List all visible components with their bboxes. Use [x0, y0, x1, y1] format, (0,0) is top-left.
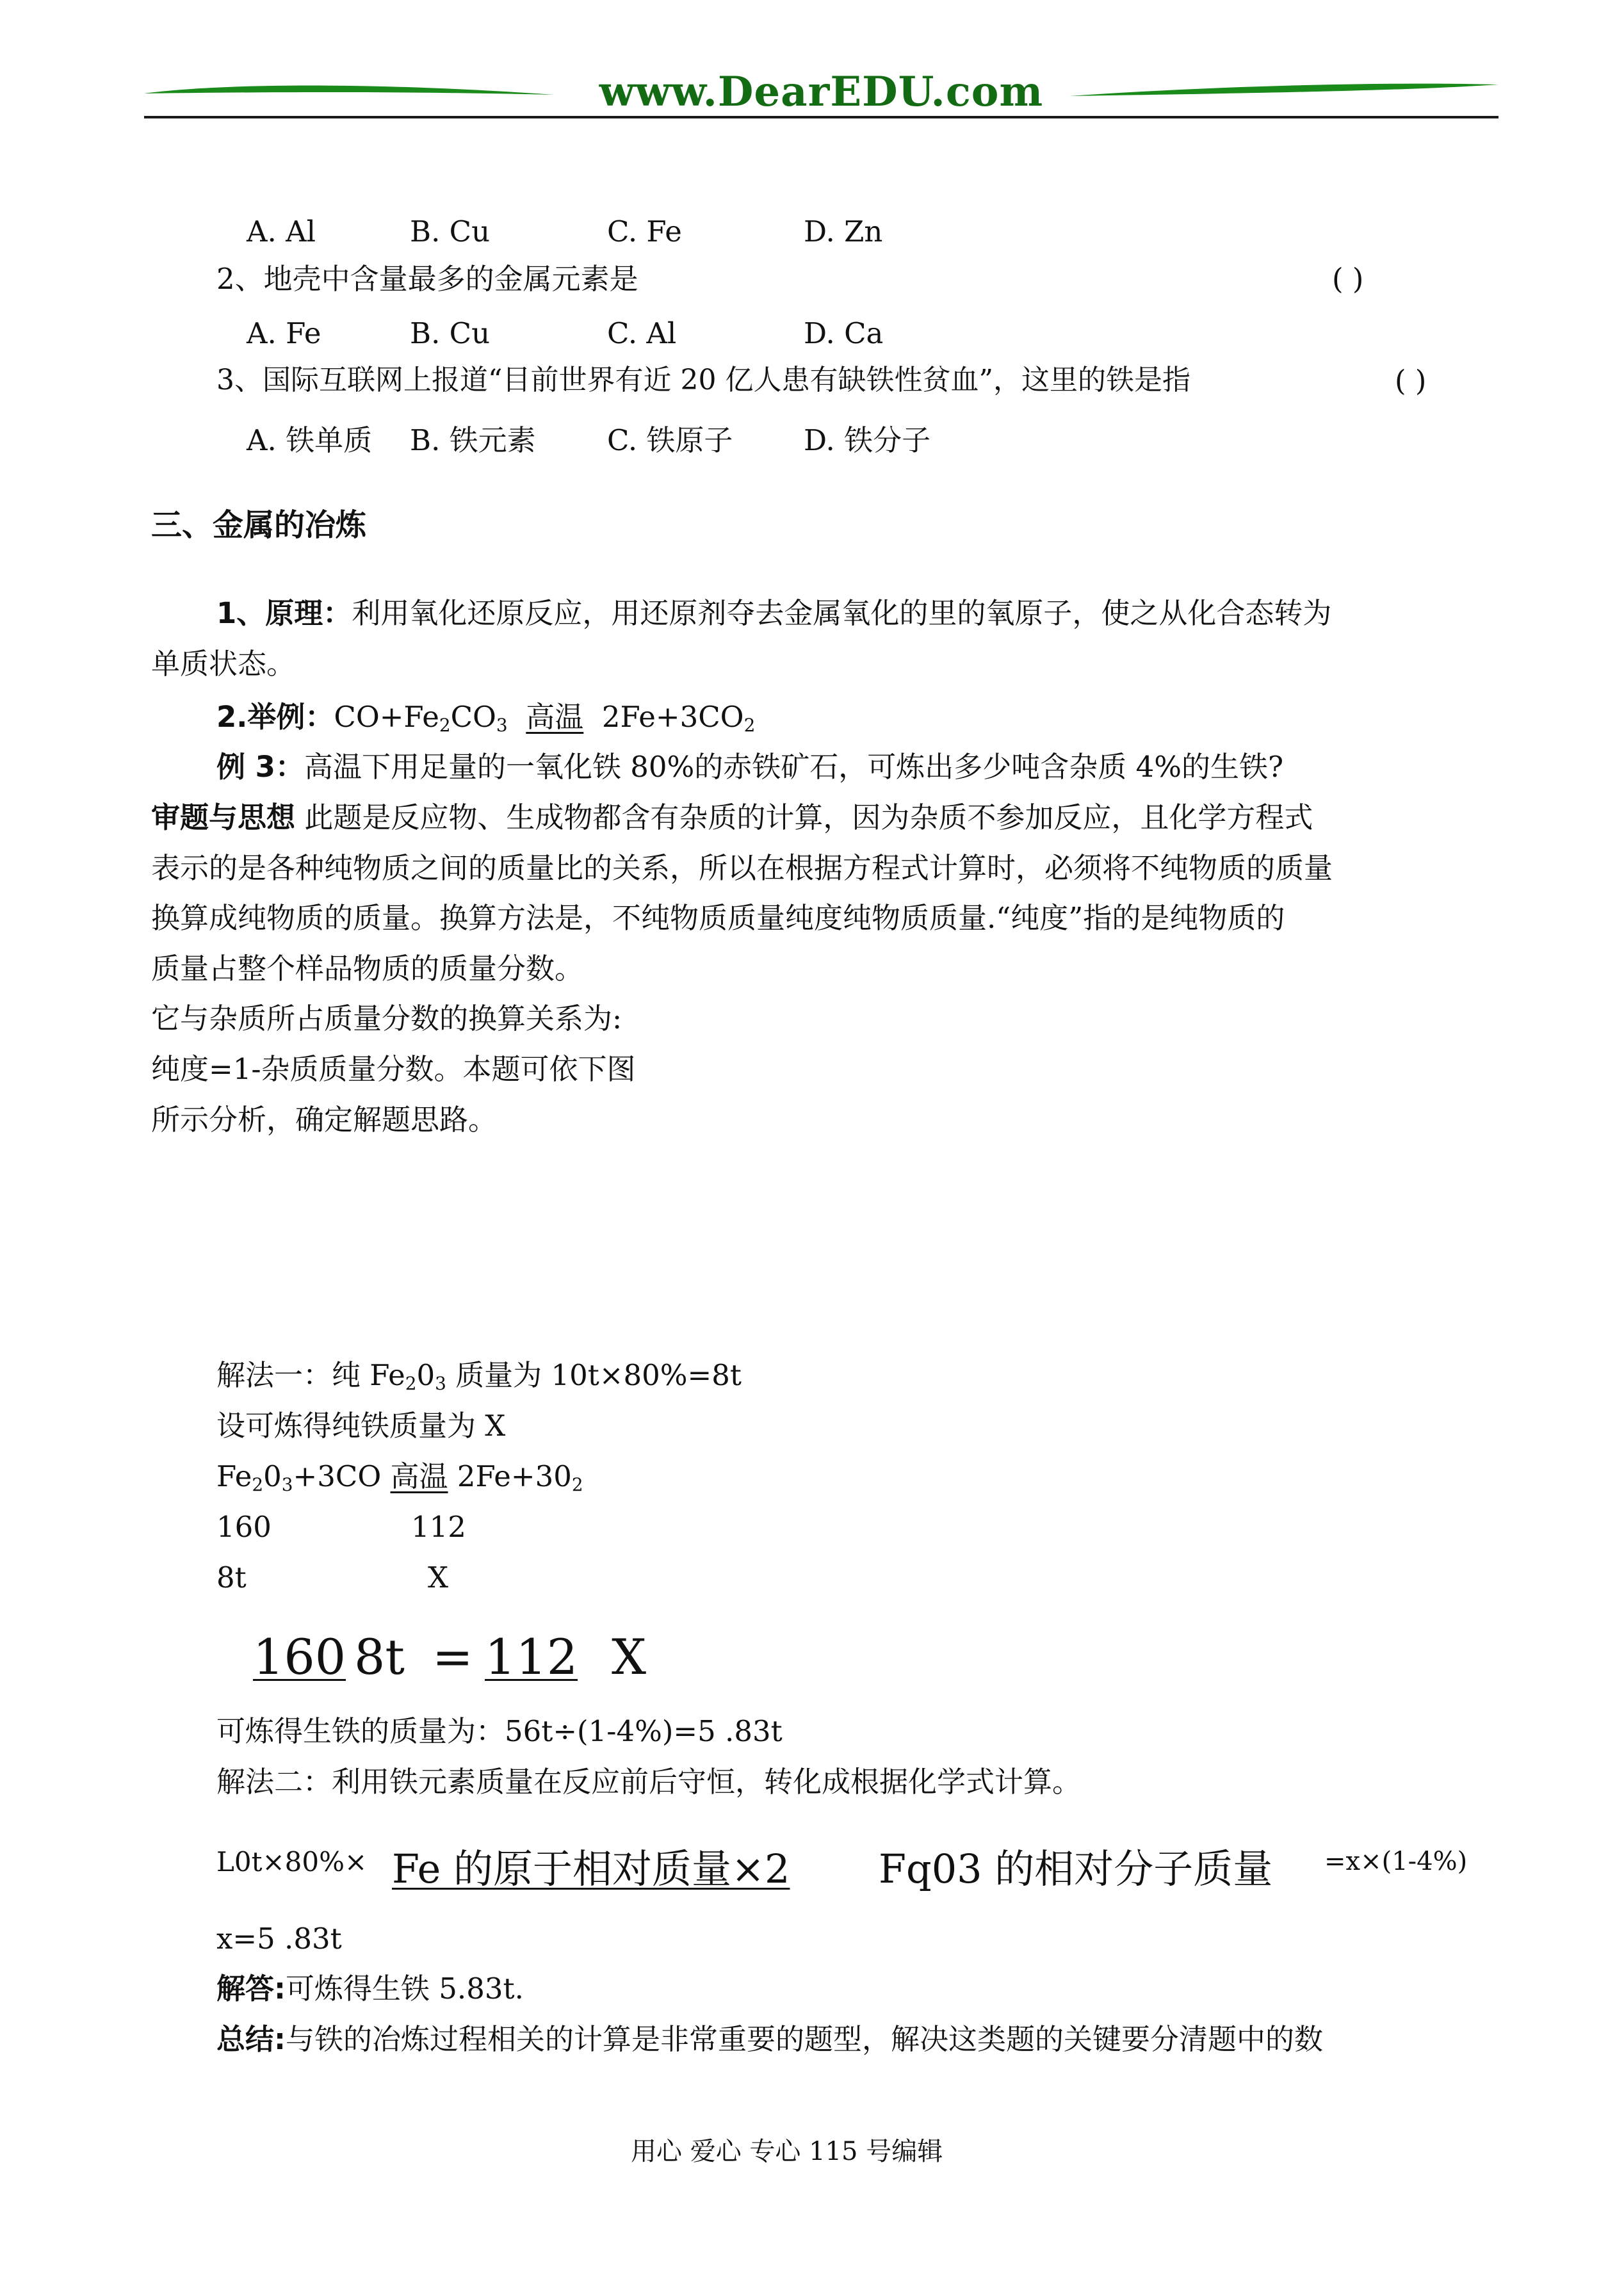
principle-text: 利用氧化还原反应，用还原剂夺去金属氧化的里的氧原子，使之从化合态转为 — [352, 596, 1332, 630]
analysis-line-6: 纯度=1-杂质质量分数。本题可依下图 — [151, 1052, 636, 1086]
example-3-line — [216, 750, 1284, 784]
q3-option-c: C. 铁原子 — [607, 423, 733, 457]
site-logo-text: www.DearEDU.com — [599, 68, 1044, 116]
q3-stem: 3、国际互联网上报道“目前世界有近 20 亿人患有缺铁性贫血”，这里的铁是指 — [216, 364, 1190, 396]
solution-2-line: 解法二：利用铁元素质量在反应前后守恒，转化成根据化学式计算。 — [216, 1765, 1082, 1799]
q1-option-c: C. Fe — [607, 215, 682, 248]
answer-label: 解答: — [216, 1972, 286, 2006]
solution-2-prefix: L0t×80%× — [216, 1846, 368, 1877]
q3-option-d: D. 铁分子 — [804, 423, 931, 457]
solution-1-assume: 设可炼得纯铁质量为 X — [216, 1409, 506, 1443]
example-label: 2.举例： — [216, 700, 334, 734]
solution-2-numerator: Fe 的原于相对质量×2 — [392, 1845, 790, 1892]
mass-row-b-left: 8t — [216, 1561, 247, 1594]
analysis-line-3: 换算成纯物质的质量。换算方法是，不纯物质质量纯度纯物质质量.“纯度”指的是纯物质的 — [151, 901, 1285, 935]
q2-answer-bracket: ( ) — [1332, 262, 1364, 296]
x-result: x=5 .83t — [216, 1922, 342, 1956]
analysis-line-4: 质量占整个样品物质的质量分数。 — [151, 952, 584, 985]
q3-option-b: B. 铁元素 — [410, 423, 536, 457]
example-formula: $CO+Fe_2CO_3$ 高温 $2Fe+3CO_2$ — [334, 700, 756, 736]
q3-option-a: A. 铁单质 — [247, 423, 373, 457]
solution-2-denominator: Fq03 的相对分子质量 — [879, 1845, 1273, 1892]
ratio-d2: X — [612, 1628, 647, 1685]
header-banner — [144, 64, 1498, 122]
q2-option-b: B. Cu — [410, 316, 491, 350]
ratio-n1: 160 — [253, 1628, 346, 1685]
mass-row-b-right: X — [428, 1561, 449, 1594]
q2-option-d: D. Ca — [804, 316, 884, 350]
q1-option-d: D. Zn — [804, 215, 883, 248]
example-line — [216, 700, 756, 736]
section-heading: 三、金属的冶炼 — [151, 507, 367, 543]
mass-row-a-right: 112 — [411, 1510, 466, 1544]
answer-line: 解答:可炼得生铁 5.83t. — [216, 1972, 524, 2006]
reaction-condition-2: 高温 — [390, 1459, 448, 1493]
principle-line-2: 单质状态。 — [151, 647, 296, 681]
q1-option-a: A. Al — [247, 215, 316, 248]
principle-label: 1、原理： — [216, 596, 352, 630]
example-3-text: 高温下用足量的一氧化铁 80%的赤铁矿石，可炼出多少吨含杂质 4%的生铁? — [304, 750, 1284, 784]
ratio-equals: = — [432, 1628, 473, 1685]
q3-answer-bracket: ( ) — [1395, 364, 1427, 398]
q2-option-a: A. Fe — [247, 316, 321, 350]
summary-line: 总结:与铁的冶炼过程相关的计算是非常重要的题型，解决这类题的关键要分清题中的数 — [216, 2022, 1324, 2056]
summary-label: 总结: — [216, 2022, 286, 2056]
solution-1-equation: $Fe_20_3+3CO$ 高温 $2Fe+30_2$ — [216, 1459, 583, 1495]
analysis-line-1: 审题与思想 此题是反应物、生成物都含有杂质的计算，因为杂质不参加反应，且化学方程式 — [151, 800, 1313, 834]
analysis-line-5: 它与杂质所占质量分数的换算关系为: — [151, 1002, 622, 1035]
q2-option-c: C. Al — [607, 316, 677, 350]
page-footer: 用心 爱心 专心 115 号编辑 — [631, 2137, 943, 2166]
ratio-n2: 112 — [485, 1628, 578, 1685]
q2-stem: 2、地壳中含量最多的金属元素是 — [216, 262, 638, 296]
principle-line-1 — [216, 596, 1332, 630]
pig-iron-result: 可炼得生铁的质量为：56t÷(1-4%)=5 .83t — [216, 1714, 783, 1748]
solution-1-line: 解法一：纯 $Fe_20_3$ 质量为 10t×80%=8t — [216, 1358, 742, 1394]
reaction-condition: 高温 — [526, 700, 584, 734]
example-3-label: 例 3： — [216, 750, 304, 784]
analysis-label: 审题与思想 — [151, 800, 296, 834]
analysis-line-2: 表示的是各种纯物质之间的质量比的关系，所以在根据方程式计算时，必须将不纯物质的质量 — [151, 851, 1333, 885]
mass-row-a-left: 160 — [216, 1510, 272, 1544]
ratio-d1: 8t — [354, 1628, 405, 1685]
header-rule — [144, 116, 1498, 118]
analysis-line-7: 所示分析，确定解题思路。 — [151, 1103, 498, 1137]
solution-2-suffix: =x×(1-4%) — [1324, 1847, 1468, 1876]
q1-option-b: B. Cu — [410, 215, 491, 248]
